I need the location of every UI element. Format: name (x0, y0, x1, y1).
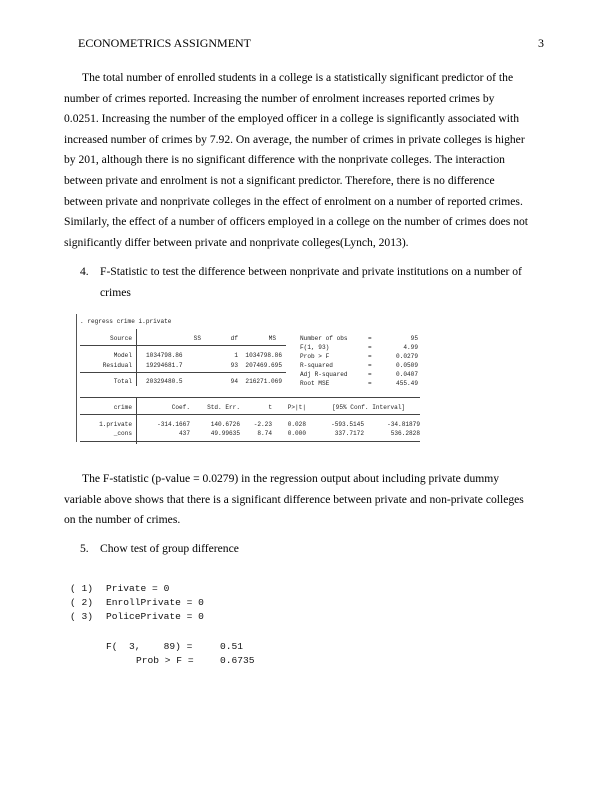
anova-ms: 216271.069 (245, 378, 282, 385)
constraint-index: ( 3) (70, 611, 94, 622)
coef-header-coef: Coef. (171, 404, 190, 411)
coef-p: 0.028 (287, 421, 306, 428)
table-rule (80, 372, 286, 373)
stat-label: Prob > F (300, 353, 330, 360)
text-line: by 201, although there is no significant difference with the nonprivate colleges. The interaction (64, 153, 505, 167)
coef-header-ci: [95% Conf. Interval] (332, 404, 406, 411)
stata-command: . regress crime i.private (80, 318, 172, 325)
stat-label: Root MSE (300, 380, 330, 387)
text-line: number of crimes reported. Increasing the number of enrolment increases reported crimes by (64, 91, 495, 105)
coef-p: 0.000 (287, 430, 306, 437)
page-number: 3 (538, 36, 544, 50)
output-border (76, 314, 77, 442)
list-item-4 (80, 262, 548, 304)
anova-header-ms: MS (268, 335, 276, 342)
stat-eq: = (368, 371, 372, 378)
anova-df: 94 (230, 378, 238, 385)
list-item-5 (80, 539, 380, 560)
list-number: 5. (80, 542, 89, 555)
coef-header-var: crime (113, 404, 132, 411)
constraint-index: ( 2) (70, 597, 94, 608)
coef-value: 437 (179, 430, 190, 437)
anova-ms: 207469.695 (245, 362, 282, 369)
chow-test-output (70, 583, 330, 673)
text-line: between private and enrolment is not a significant predictor. Therefore, there is no difference (64, 173, 495, 187)
coef-header-t: t (268, 404, 272, 411)
stat-eq: = (368, 335, 372, 342)
stat-label: F(1, 93) (300, 344, 330, 351)
coef-t: -2.23 (253, 421, 272, 428)
anova-df: 1 (234, 352, 238, 359)
text-line: significantly differ between private and nonprivate colleges(Lynch, 2013). (64, 235, 409, 249)
coef-ci-low: 337.7172 (334, 430, 364, 437)
coef-t: 8.74 (257, 430, 272, 437)
constraint-expr: EnrollPrivate = 0 (106, 597, 204, 608)
page-header (72, 36, 544, 52)
text-line: 0.0251. Increasing the number of the employed officer in a college is significantly associated with (64, 112, 520, 126)
coef-se: 49.99635 (210, 430, 240, 437)
constraint-expr: PolicePrivate = 0 (106, 611, 204, 622)
stat-eq: = (368, 344, 372, 351)
anova-header-ss: SS (193, 335, 201, 342)
table-rule (80, 345, 286, 346)
anova-header-df: df (230, 335, 238, 342)
coef-ci-high: -34.81879 (387, 421, 420, 428)
stat-value: 4.99 (403, 344, 418, 351)
coef-header-se: Std. Err. (207, 404, 240, 411)
f-stat-label: F( 3, 89) = (106, 641, 193, 652)
text-line: between private and nonprivate colleges in the effect of enrolment on a number of reported crimes. (64, 194, 523, 208)
table-rule (136, 398, 137, 444)
anova-ss: 1034798.86 (146, 352, 183, 359)
anova-source: Total (113, 378, 132, 385)
stat-label: R-squared (300, 362, 333, 369)
list-number: 4. (80, 265, 89, 278)
coef-value: -314.1667 (157, 421, 190, 428)
paragraph-f-statistic (64, 469, 548, 531)
table-rule (136, 374, 137, 386)
paragraph-regression-interpretation (64, 68, 548, 253)
anova-df: 93 (230, 362, 238, 369)
list-text-line: Chow test of group difference (100, 542, 239, 555)
list-text-line: F-Statistic to test the difference between nonprivate and private institutions on a number of (100, 265, 522, 278)
coef-se: 140.6726 (210, 421, 240, 428)
anova-ms: 1034798.86 (245, 352, 282, 359)
text-line: increased number of crimes by 7.92. On average, the number of crimes in private colleges is higher (64, 132, 525, 146)
coef-var: 1.private (99, 421, 132, 428)
anova-ss: 20329480.5 (146, 378, 183, 385)
text-line: on the number of crimes. (64, 513, 181, 527)
stat-value: 455.49 (396, 380, 418, 387)
constraint-index: ( 1) (70, 583, 94, 594)
list-text-line: crimes (100, 285, 131, 299)
stat-value: 0.0279 (396, 353, 418, 360)
anova-ss: 19294681.7 (146, 362, 183, 369)
stat-eq: = (368, 380, 372, 387)
stat-label: Number of obs (300, 335, 348, 342)
text-line: variable above shows that there is a significant difference between private and non-private colleges (64, 492, 524, 506)
stat-value: 95 (410, 335, 418, 342)
coef-header-p: P>|t| (287, 404, 306, 411)
text-line: Similarly, the effect of a number of officers employed in a college on the number of crimes does not (64, 215, 529, 229)
stata-regression-output (76, 314, 532, 442)
anova-header-source: Source (110, 335, 132, 342)
coef-ci-low: -593.5145 (331, 421, 364, 428)
stat-value: 0.0509 (396, 362, 418, 369)
prob-value: 0.6735 (220, 655, 255, 666)
anova-source: Model (113, 352, 132, 359)
header-title: ECONOMETRICS ASSIGNMENT (78, 36, 252, 50)
coef-var: _cons (113, 430, 132, 437)
table-rule (80, 441, 420, 442)
stat-value: 0.0407 (396, 371, 418, 378)
anova-source: Residual (102, 362, 132, 369)
table-rule (80, 414, 420, 415)
constraint-expr: Private = 0 (106, 583, 170, 594)
f-stat-value: 0.51 (220, 641, 244, 652)
coef-ci-high: 536.2828 (390, 430, 420, 437)
table-rule (80, 397, 420, 398)
stat-eq: = (368, 362, 372, 369)
stat-eq: = (368, 353, 372, 360)
stat-label: Adj R-squared (300, 371, 348, 378)
text-line: The F-statistic (p-value = 0.0279) in the regression output about including private dummy (82, 472, 500, 485)
text-line: The total number of enrolled students in a college is a statistically significant predictor of the (82, 71, 514, 84)
prob-label: Prob > F = (136, 655, 194, 666)
